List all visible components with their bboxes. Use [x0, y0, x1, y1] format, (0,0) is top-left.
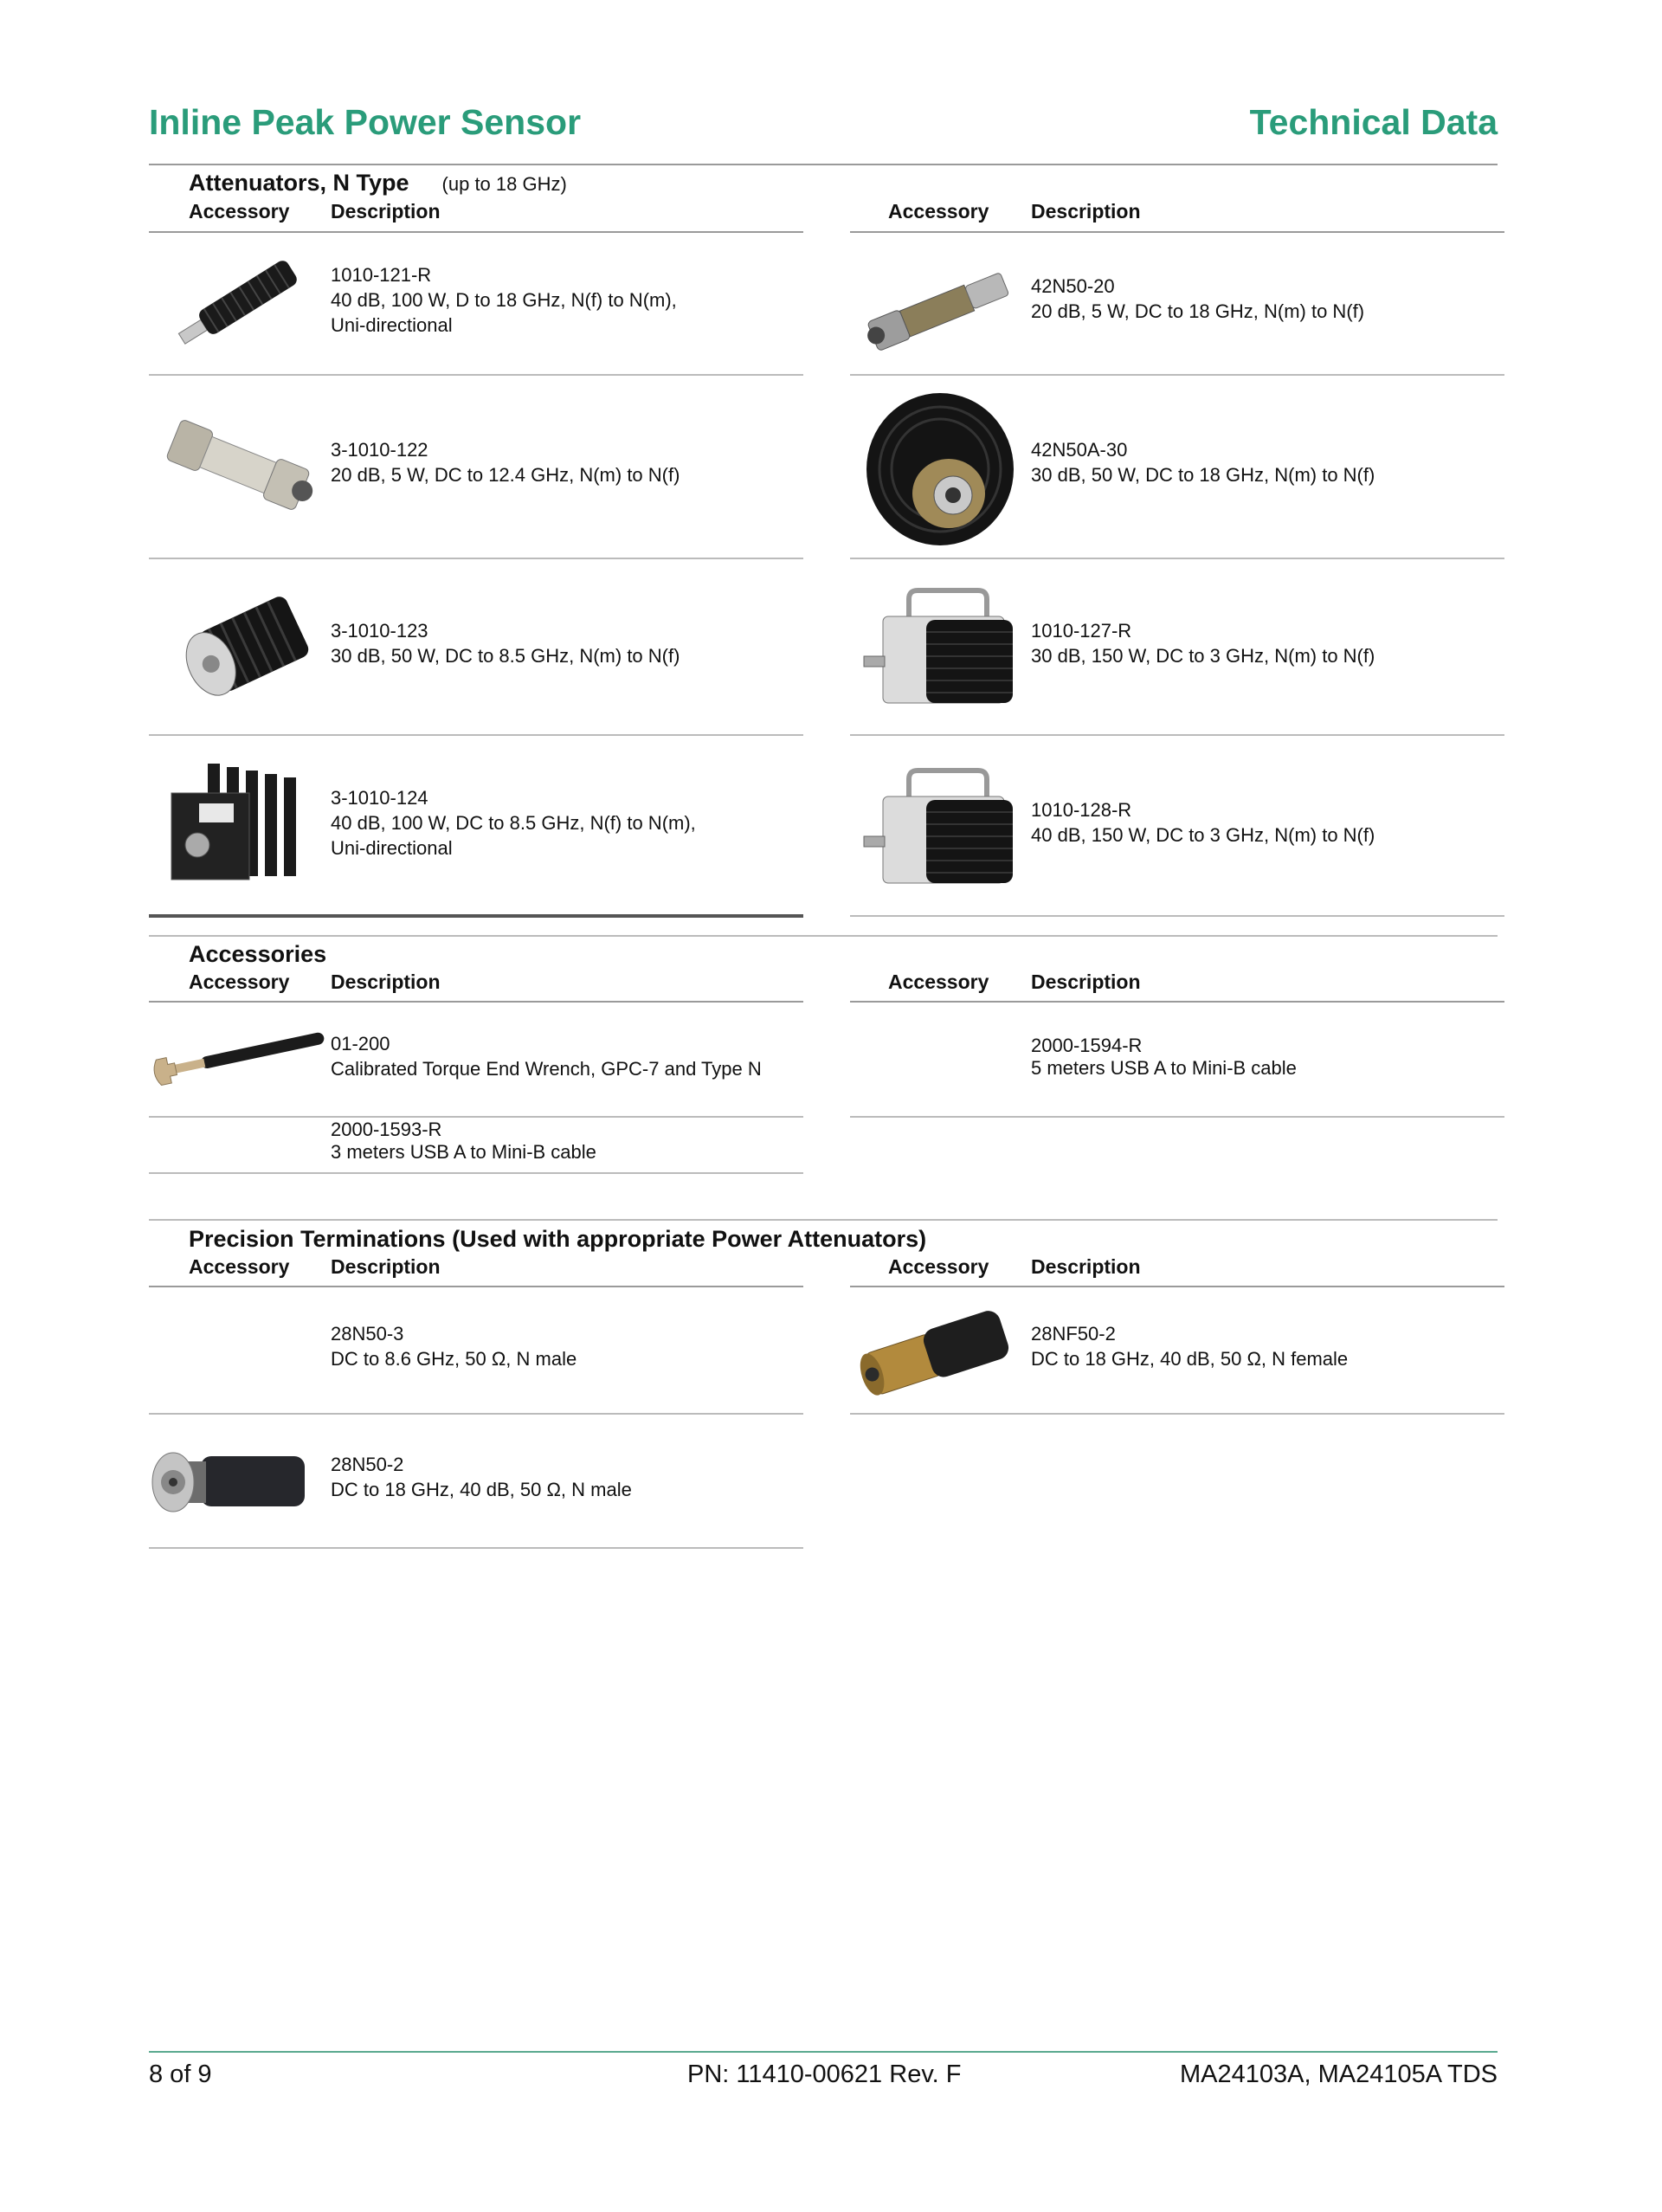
attenuators-title: Attenuators, N Type: [189, 170, 409, 196]
section-end-rule: [149, 914, 803, 918]
description-line: 30 dB, 50 W, DC to 8.5 GHz, N(m) to N(f): [331, 645, 680, 667]
attenuator-item: [1031, 797, 1375, 848]
description-line: Uni-directional: [331, 314, 453, 336]
part-number: 3-1010-124: [331, 787, 428, 809]
row-rule: [149, 374, 803, 376]
part-number: 2000-1594-R: [1031, 1035, 1143, 1056]
part-number-footer: PN: 11410-00621 Rev. F: [687, 2060, 962, 2088]
part-number: 3-1010-123: [331, 620, 428, 642]
row-rule: [850, 374, 1504, 376]
termination-item: [1031, 1321, 1348, 1371]
table-rule: [149, 1001, 803, 1003]
termination-item: [331, 1321, 577, 1371]
description-line: 20 dB, 5 W, DC to 18 GHz, N(m) to N(f): [1031, 300, 1365, 322]
attenuator-item: [331, 785, 696, 861]
attenuator-3-1010-124-image: [164, 758, 312, 888]
document-title: Inline Peak Power Sensor: [149, 102, 582, 142]
attenuator-1010-128-r-image: [857, 762, 1021, 892]
attenuator-item: [331, 618, 680, 668]
description-line: DC to 8.6 GHz, 50 Ω, N male: [331, 1348, 577, 1370]
part-number: 28N50-2: [331, 1454, 404, 1475]
part-number: 01-200: [331, 1033, 390, 1054]
termination-item: [331, 1452, 632, 1502]
termination-28n50-2-image: [149, 1437, 313, 1528]
attenuator-item: [1031, 437, 1375, 487]
col-header-description: Description: [331, 1255, 441, 1278]
attenuator-1010-127-r-image: [857, 582, 1021, 712]
page-number: 8 of 9: [149, 2060, 212, 2088]
col-header-accessory: Accessory: [189, 971, 290, 993]
table-rule: [850, 1286, 1504, 1287]
section-top-rule: [149, 935, 1498, 937]
part-number: 28NF50-2: [1031, 1323, 1116, 1345]
row-rule: [149, 1116, 803, 1118]
attenuator-item: [1031, 618, 1375, 668]
description-line: 30 dB, 150 W, DC to 3 GHz, N(m) to N(f): [1031, 645, 1375, 667]
attenuators-note: (up to 18 GHz): [441, 173, 567, 195]
col-header-description: Description: [1031, 1255, 1141, 1278]
torque-wrench-image: [149, 1023, 331, 1093]
header-rule: [149, 164, 1498, 165]
row-rule: [149, 1547, 803, 1549]
table-rule: [850, 231, 1504, 233]
row-rule: [850, 915, 1504, 917]
col-header-description: Description: [1031, 971, 1141, 993]
description-line: Calibrated Torque End Wrench, GPC-7 and Type N: [331, 1058, 762, 1080]
termination-28nf50-2-image: [850, 1299, 1015, 1411]
description-line: 40 dB, 100 W, D to 18 GHz, N(f) to N(m),: [331, 289, 677, 311]
attenuator-42n50a-30-image: [862, 390, 1018, 550]
row-rule: [149, 734, 803, 736]
col-header-accessory: Accessory: [888, 1255, 989, 1278]
col-header-description: Description: [331, 971, 441, 993]
col-header-description: Description: [1031, 200, 1141, 222]
col-header-description: Description: [331, 200, 441, 222]
terminations-title: Precision Terminations (Used with appropriate Power Attenuators): [189, 1226, 927, 1252]
section-title: Technical Data: [1249, 102, 1498, 142]
row-rule: [850, 558, 1504, 559]
description-line: 20 dB, 5 W, DC to 12.4 GHz, N(m) to N(f): [331, 464, 680, 486]
part-number: 1010-127-R: [1031, 620, 1132, 642]
row-rule: [149, 1172, 803, 1174]
description-line: DC to 18 GHz, 40 dB, 50 Ω, N male: [331, 1479, 632, 1500]
attenuator-3-1010-122-image: [160, 400, 316, 530]
accessory-item: [331, 1119, 596, 1164]
description-line: 5 meters USB A to Mini-B cable: [1031, 1057, 1297, 1079]
description-line: 40 dB, 100 W, DC to 8.5 GHz, N(f) to N(m),: [331, 812, 696, 834]
description-line: DC to 18 GHz, 40 dB, 50 Ω, N female: [1031, 1348, 1349, 1370]
col-header-accessory: Accessory: [189, 200, 290, 222]
table-rule: [149, 231, 803, 233]
accessories-title: Accessories: [189, 941, 327, 967]
attenuator-3-1010-123-image: [164, 589, 320, 710]
attenuator-1010-121-r-image: [156, 251, 312, 364]
accessory-item: [331, 1031, 762, 1081]
col-header-accessory: Accessory: [888, 200, 989, 222]
col-header-accessory: Accessory: [189, 1255, 290, 1278]
part-number: 1010-128-R: [1031, 799, 1132, 821]
footer-rule: [149, 2051, 1498, 2053]
attenuators-heading: [189, 170, 567, 197]
part-number: 2000-1593-R: [331, 1119, 442, 1140]
row-rule: [149, 1413, 803, 1415]
table-rule: [850, 1001, 1504, 1003]
row-rule: [850, 1413, 1504, 1415]
attenuator-item: [331, 262, 677, 338]
attenuator-item: [1031, 274, 1364, 324]
part-number: 1010-121-R: [331, 264, 432, 286]
part-number: 28N50-3: [331, 1323, 404, 1345]
description-line: 40 dB, 150 W, DC to 3 GHz, N(m) to N(f): [1031, 824, 1375, 846]
description-line: 3 meters USB A to Mini-B cable: [331, 1141, 596, 1163]
description-line: Uni-directional: [331, 837, 453, 859]
section-top-rule: [149, 1219, 1498, 1221]
part-number: 42N50A-30: [1031, 439, 1128, 461]
row-rule: [149, 558, 803, 559]
description-line: 30 dB, 50 W, DC to 18 GHz, N(m) to N(f): [1031, 464, 1375, 486]
document-id: MA24103A, MA24105A TDS: [1179, 2060, 1498, 2088]
col-header-accessory: Accessory: [888, 971, 989, 993]
attenuator-42n50-20-image: [857, 253, 1021, 365]
row-rule: [850, 734, 1504, 736]
accessory-item: [1031, 1035, 1297, 1080]
table-rule: [149, 1286, 803, 1287]
row-rule: [850, 1116, 1504, 1118]
attenuator-item: [331, 437, 680, 487]
part-number: 3-1010-122: [331, 439, 428, 461]
part-number: 42N50-20: [1031, 275, 1115, 297]
